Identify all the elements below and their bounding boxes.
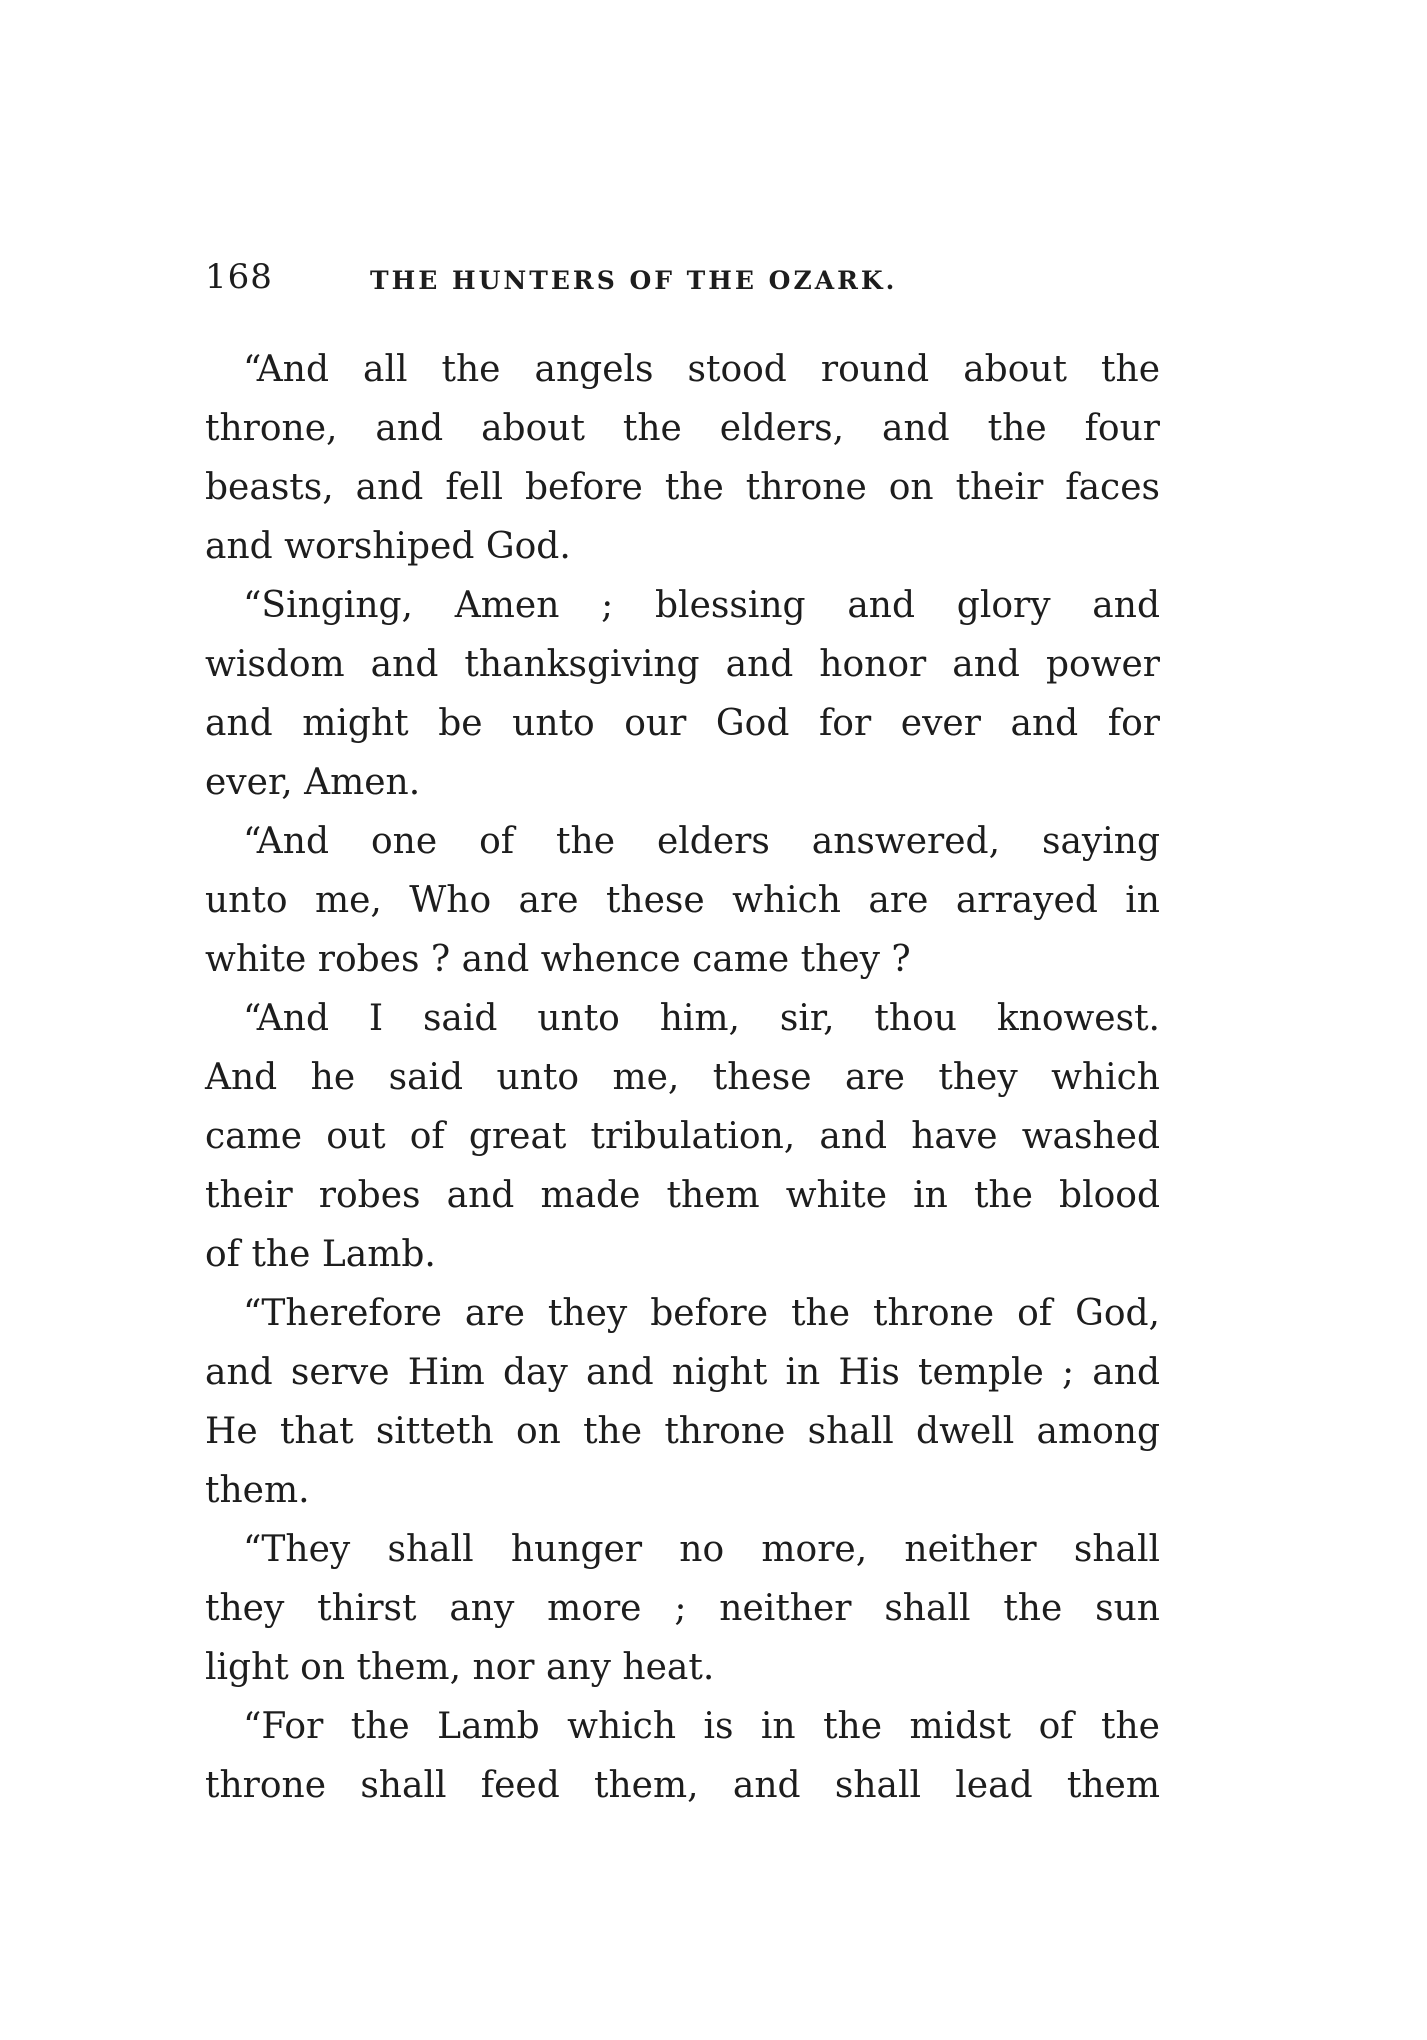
text-line: wisdom and thanksgiving and honor and power [205,644,1160,685]
text-line: came out of great tribulation, and have washed [205,1116,1160,1157]
text-line: unto me, Who are these which are arrayed in [205,880,1160,921]
paragraph-2 [205,576,1160,812]
text-line: And he said unto me, these are they which [205,1057,1160,1098]
text-line: and might be unto our God for ever and for [205,703,1160,744]
text-line: beasts, and fell before the throne on their faces [205,467,1160,508]
text-line: “They shall hunger no more, neither shall [243,1529,1160,1570]
text-line: He that sitteth on the throne shall dwell among [205,1411,1160,1452]
text-line: and serve Him day and night in His temple ; and [205,1352,1160,1393]
page-number: 168 [205,257,273,297]
text-line: “Singing, Amen ; blessing and glory and [243,585,1160,626]
text-line: of the Lamb. [205,1234,436,1275]
paragraph-5 [205,1284,1160,1520]
text-line: throne shall feed them, and shall lead them [205,1765,1160,1806]
text-line: “Therefore are they before the throne of God, [243,1293,1160,1334]
paragraph-6 [205,1520,1160,1697]
text-line: their robes and made them white in the blood [205,1175,1160,1216]
body-text [205,340,1160,1815]
text-line: white robes ? and whence came they ? [205,939,911,980]
text-line: them. [205,1470,310,1511]
text-line: ever, Amen. [205,762,421,803]
text-line: “And I said unto him, sir, thou knowest. [243,998,1160,1039]
text-line: “For the Lamb which is in the midst of the [243,1706,1160,1747]
text-line: they thirst any more ; neither shall the sun [205,1588,1160,1629]
text-line: and worshiped God. [205,526,571,567]
text-line: “And all the angels stood round about the [243,349,1160,390]
paragraph-7 [205,1697,1160,1815]
page-header [205,252,1165,302]
running-head: THE HUNTERS OF THE OZARK. [370,266,898,295]
paragraph-1 [205,340,1160,576]
text-line: light on them, nor any heat. [205,1647,715,1688]
text-line: “And one of the elders answered, saying [243,821,1160,862]
paragraph-3 [205,812,1160,989]
paragraph-4 [205,989,1160,1284]
text-line: throne, and about the elders, and the four [205,408,1160,449]
